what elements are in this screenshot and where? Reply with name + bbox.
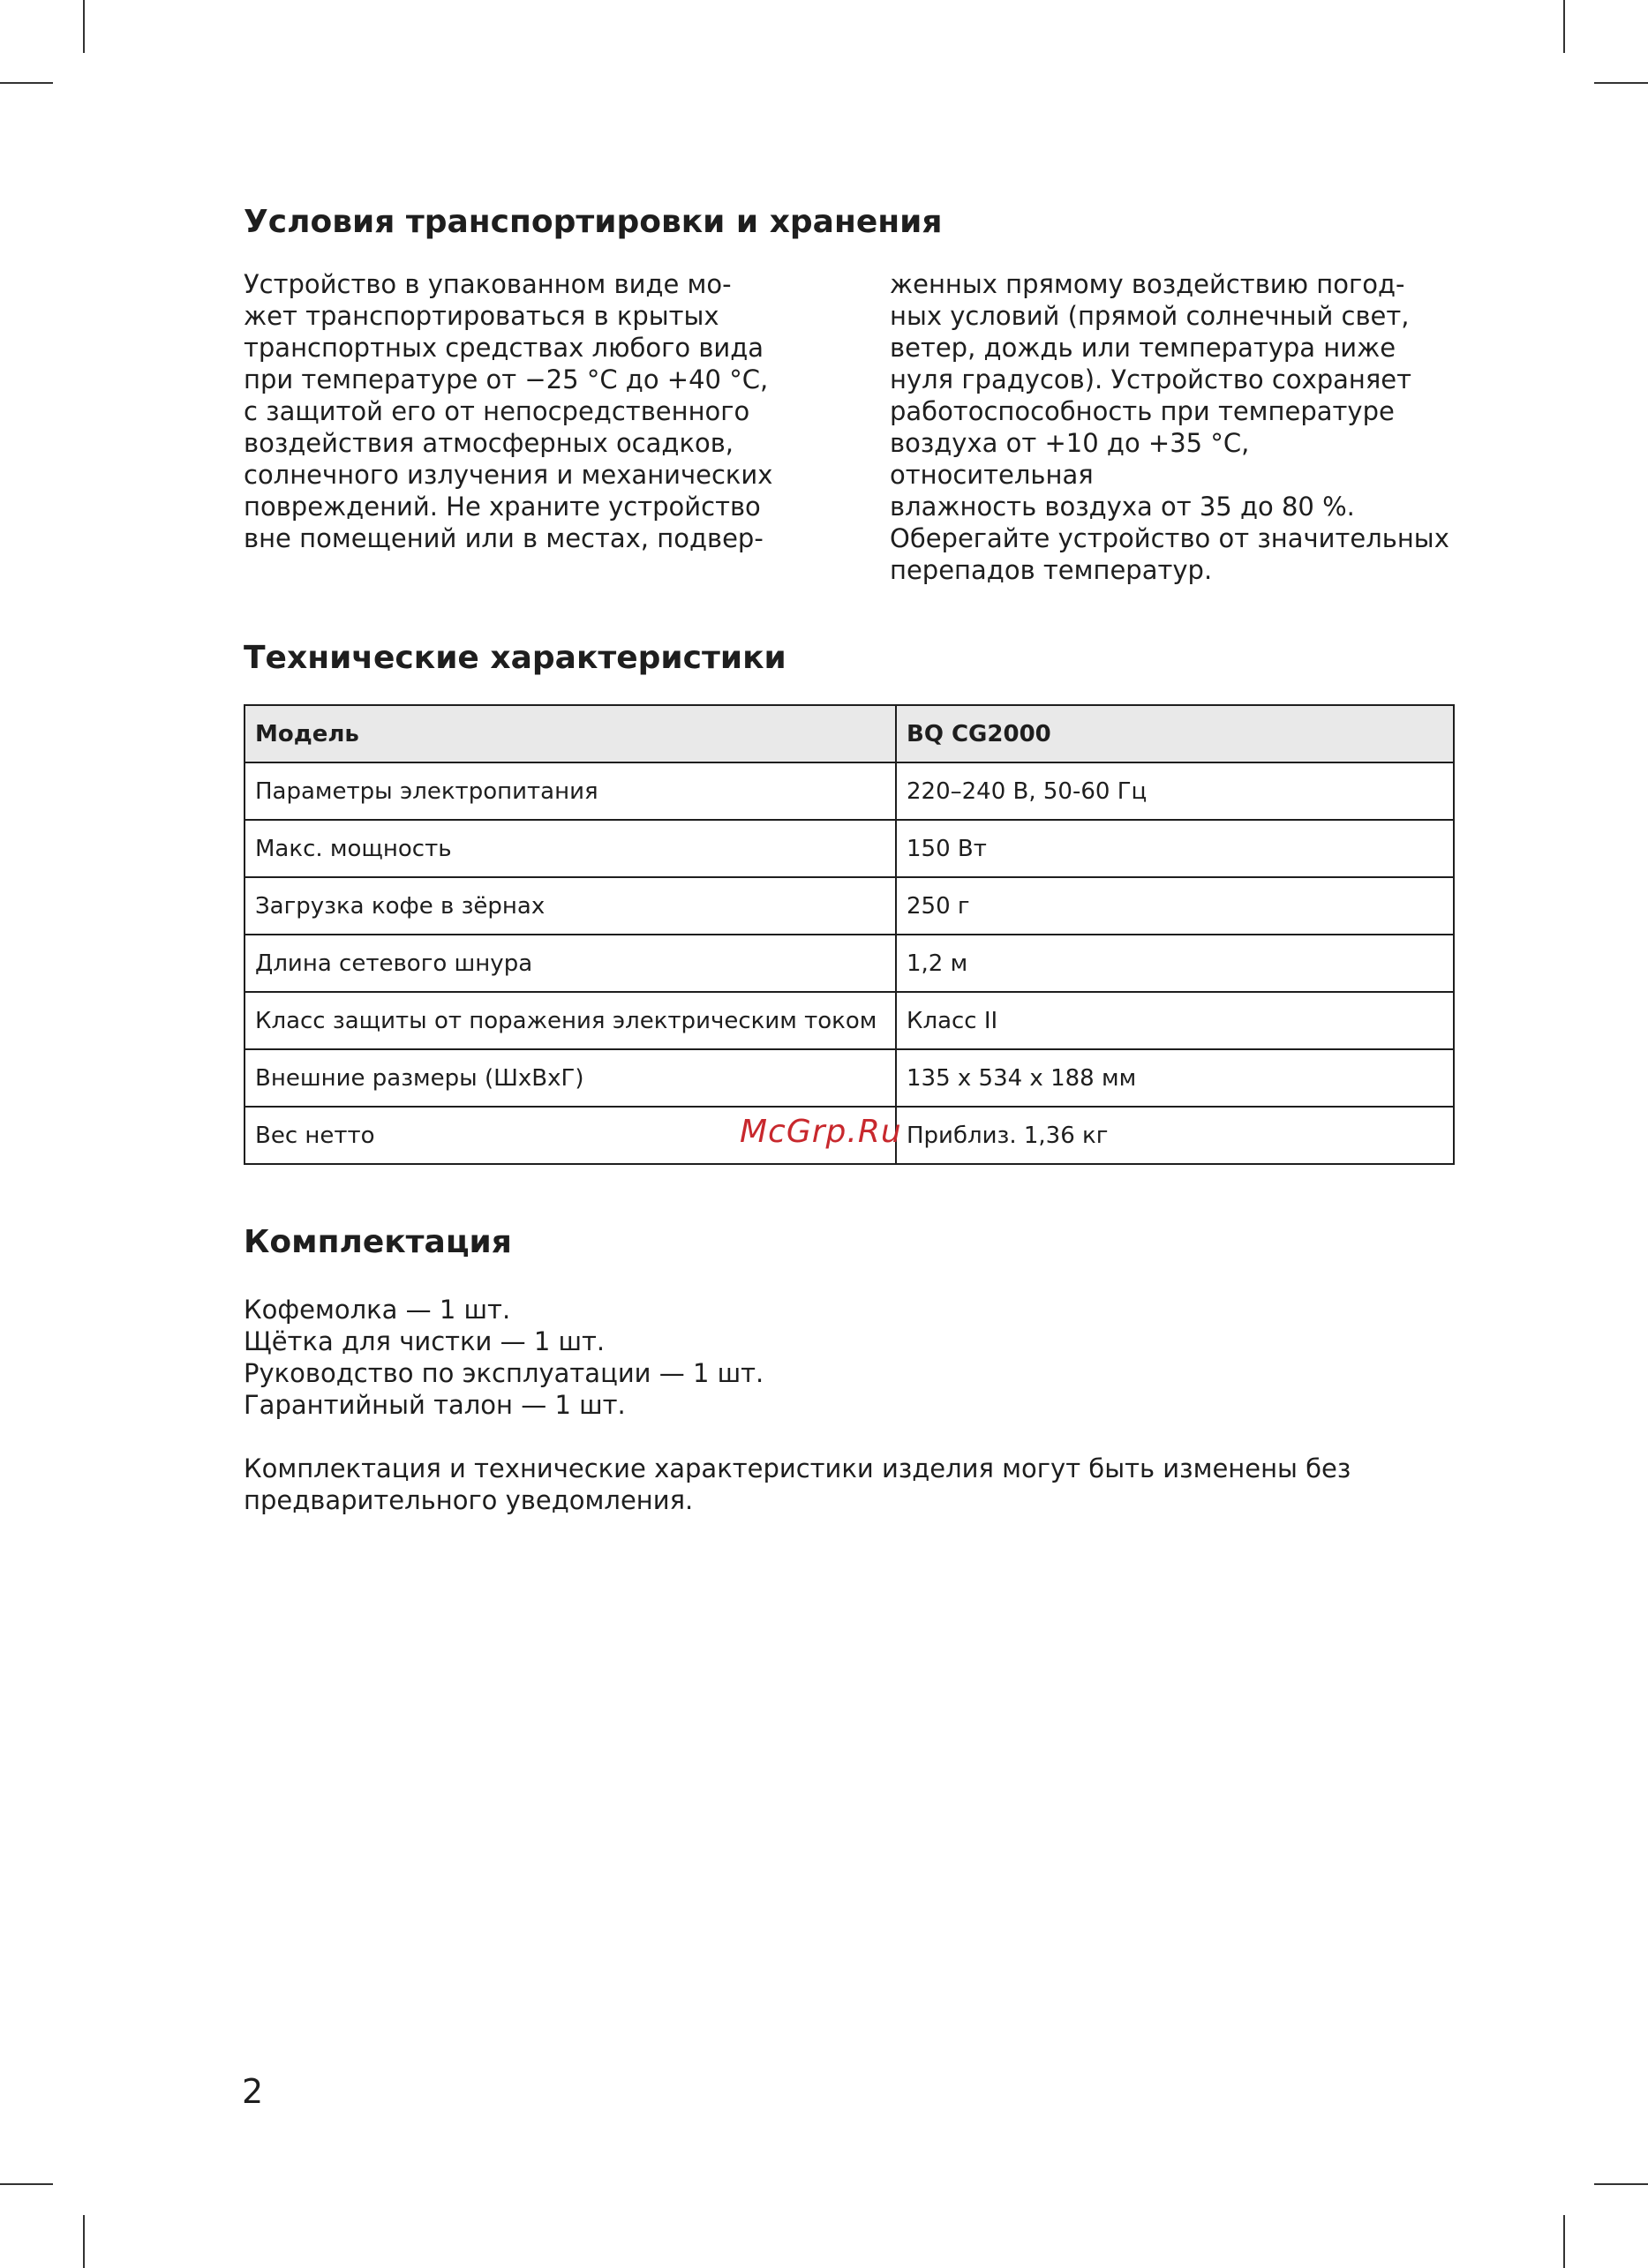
- spec-value: Приблиз. 1,36 кг: [896, 1107, 1454, 1164]
- table-row: [245, 992, 1454, 1049]
- kit-item: Гарантийный талон — 1 шт.: [244, 1390, 626, 1420]
- spec-value: Класс II: [896, 992, 1454, 1049]
- crop-mark: [1594, 82, 1648, 84]
- page-number: 2: [242, 2072, 264, 2111]
- transport-text-right: женных прямому воздействию погод- ных условий (прямой солнечный свет, ветер, дождь или температура ниже нуля градусов). Устройство сохраняет работоспособность при температуре воздуха от +10 до +35 °C, относительная влажность воздуха от 35 до 80 %. Оберегайте устройство от значительных перепадов температур.: [890, 269, 1449, 585]
- table-row: [245, 820, 1454, 877]
- spec-value: 220–240 В, 50-60 Гц: [896, 762, 1454, 820]
- spec-value: 1,2 м: [896, 935, 1454, 992]
- kit-title: Комплектация: [244, 1224, 512, 1260]
- crop-mark: [0, 82, 53, 84]
- crop-mark: [83, 2215, 85, 2268]
- spec-value: BQ CG2000: [896, 705, 1454, 762]
- transport-text-left: Устройство в упакованном виде мо- жет транспортироваться в крытых транспортных средствах любого вида при температуре от −25 °C до +40 °C, с защитой его от непосредственного воздействия атмосферных осадков, солнечного излучения и механических повреждений. Не храните устройство вне помещений или в местах, подвер-: [244, 269, 773, 553]
- table-row: [245, 877, 1454, 935]
- spec-value: 135 x 534 x 188 мм: [896, 1049, 1454, 1107]
- crop-mark: [1594, 2183, 1648, 2185]
- table-header-row: [245, 705, 1454, 762]
- kit-item: Руководство по эксплуатации — 1 шт.: [244, 1358, 764, 1388]
- crop-mark: [83, 0, 85, 53]
- kit-item: Щётка для чистки — 1 шт.: [244, 1326, 606, 1356]
- kit-note: Комплектация и технические характеристики изделия могут быть изменены без предварительного уведомления.: [244, 1453, 1351, 1515]
- page-content: [244, 203, 1455, 1516]
- spec-label: Параметры электропитания: [245, 762, 896, 820]
- watermark: McGrp.Ru: [740, 1114, 902, 1150]
- specs-title: Технические характеристики: [244, 640, 786, 676]
- crop-mark: [1563, 0, 1565, 53]
- spec-label: Макс. мощность: [245, 820, 896, 877]
- spec-label: Вес нетто: [245, 1107, 896, 1164]
- spec-value: 250 г: [896, 877, 1454, 935]
- crop-mark: [0, 2183, 53, 2185]
- table-row: [245, 762, 1454, 820]
- table-row: [245, 935, 1454, 992]
- transport-title: Условия транспортировки и хранения: [244, 204, 943, 240]
- spec-value: 150 Вт: [896, 820, 1454, 877]
- specs-table: [244, 704, 1455, 1165]
- transport-text: [244, 268, 1455, 586]
- kit-item: Кофемолка — 1 шт.: [244, 1295, 511, 1325]
- spec-label: Длина сетевого шнура: [245, 935, 896, 992]
- spec-label: Модель: [245, 705, 896, 762]
- kit-list: [244, 1294, 1455, 1421]
- spec-label: Загрузка кофе в зёрнах: [245, 877, 896, 935]
- spec-label: Класс защиты от поражения электрическим током: [245, 992, 896, 1049]
- crop-mark: [1563, 2215, 1565, 2268]
- table-row: [245, 1049, 1454, 1107]
- spec-label: Внешние размеры (ШхВхГ): [245, 1049, 896, 1107]
